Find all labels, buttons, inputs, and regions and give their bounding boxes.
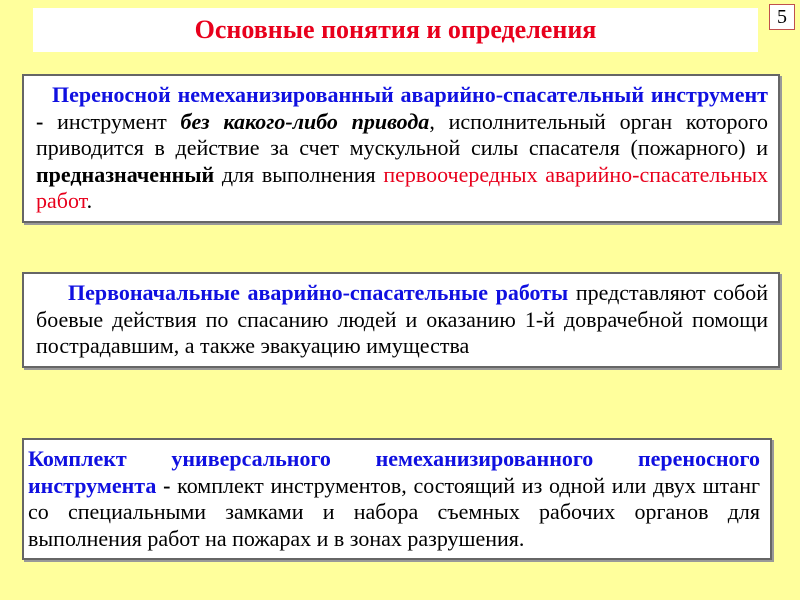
page-number: 5 (769, 4, 795, 30)
text: инструмент (57, 108, 181, 134)
definition-box-kit (22, 438, 772, 560)
dash: - (36, 108, 58, 134)
definition-term: Первоначальные аварийно-спасательные работы (68, 280, 569, 305)
definition-box-works (22, 272, 780, 368)
text: , исполнительный орган которого приводится в действие за счет мускульной силы спасателя (пожарного) и (36, 108, 768, 160)
definition-text (36, 82, 768, 215)
title-banner (33, 8, 758, 52)
text: представляют собой боевые действия по спасанию людей и оказанию 1-й доврачебной помощи пострадавшим, а также эвакуацию имущества (36, 280, 768, 358)
bold-text: предназначенный (36, 161, 215, 187)
definition-term: Комплект универсального немеханизированного переносного инструмента (28, 446, 760, 498)
definition-box-tool (22, 74, 780, 223)
definition-term: Переносной немеханизированный аварийно-спасательный инструмент (52, 82, 768, 107)
text: комплект инструментов, состоящий из одной или двух штанг со специальными замками и набора съемных рабочих органов для выполнения работ на пожарах и в зонах разрушения. (28, 472, 760, 551)
highlighted-text: первоочередных аварийно-спасательных работ (36, 161, 768, 213)
dash: - (156, 472, 178, 498)
italic-text: без какого-либо привода (180, 108, 430, 134)
slide-title: Основные понятия и определения (194, 15, 597, 44)
definition-text (36, 280, 768, 360)
text: для выполнения (214, 161, 384, 187)
definition-text (28, 446, 760, 552)
text: . (86, 188, 93, 213)
